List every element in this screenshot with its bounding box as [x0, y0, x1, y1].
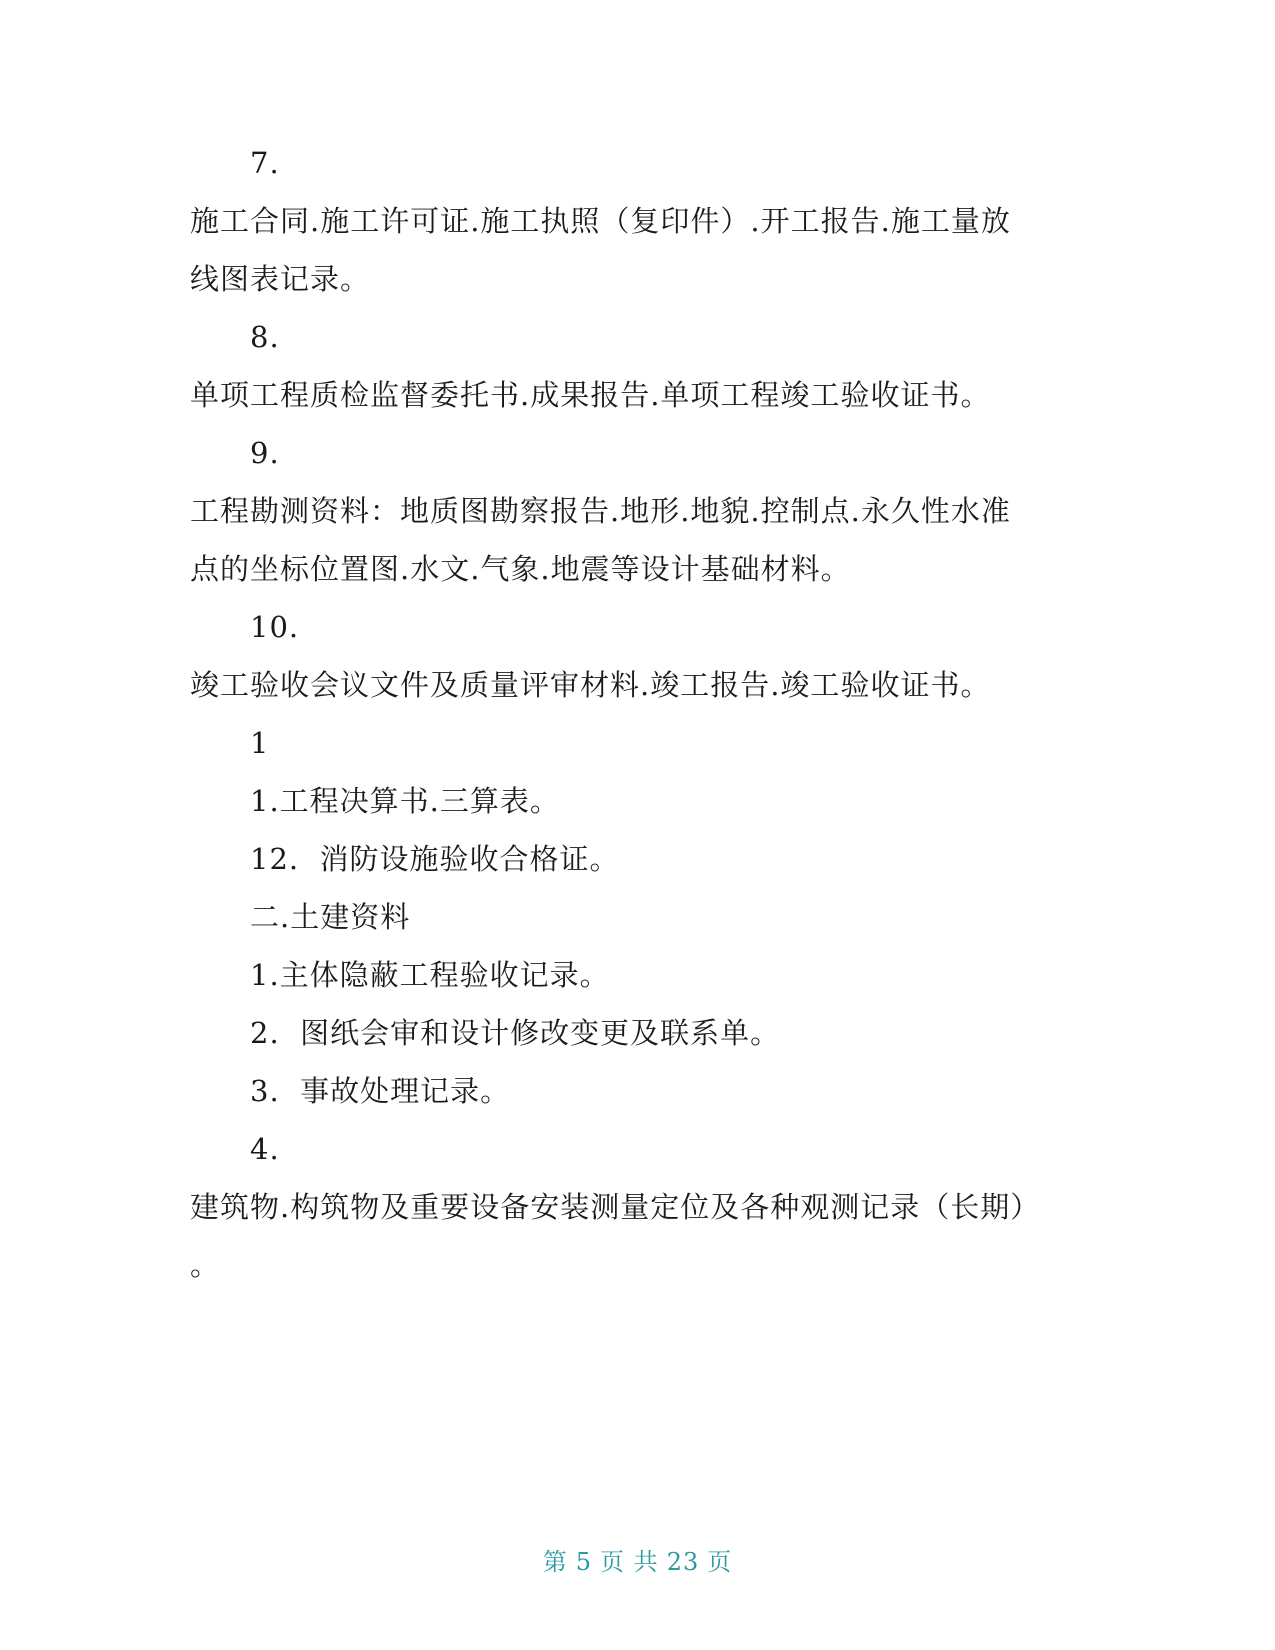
- paragraph-line: 点的坐标位置图.水文.气象.地震等设计基础材料。: [190, 552, 851, 586]
- current-page-number: 5: [575, 1548, 593, 1576]
- list-number: 8.: [250, 320, 280, 354]
- list-number: 9.: [250, 436, 280, 470]
- paragraph-line: 单项工程质检监督委托书.成果报告.单项工程竣工验收证书。: [190, 378, 991, 412]
- page-footer: [0, 1547, 1275, 1577]
- list-number: 1: [250, 726, 270, 760]
- page-label-suffix: 页: [707, 1548, 733, 1576]
- list-number: 4.: [250, 1132, 280, 1166]
- list-item: 3. 事故处理记录。: [250, 1074, 511, 1108]
- list-item: 1.主体隐蔽工程验收记录。: [250, 958, 610, 992]
- paragraph-line: 竣工验收会议文件及质量评审材料.竣工报告.竣工验收证书。: [190, 668, 991, 702]
- paragraph-line: 工程勘测资料：地质图勘察报告.地形.地貌.控制点.永久性水准: [190, 494, 1011, 528]
- page-label-mid: 页 共: [600, 1548, 659, 1576]
- list-item: 12. 消防设施验收合格证。: [250, 842, 620, 876]
- paragraph-line: 线图表记录。: [190, 262, 371, 296]
- list-number: 7.: [250, 146, 280, 180]
- list-item: 2. 图纸会审和设计修改变更及联系单。: [250, 1016, 781, 1050]
- list-number: 10.: [250, 610, 300, 644]
- page-label-prefix: 第: [542, 1548, 568, 1576]
- paragraph-line: 。: [190, 1248, 221, 1282]
- section-heading: 二.土建资料: [250, 900, 411, 934]
- list-item: 1.工程决算书.三算表。: [250, 784, 560, 818]
- paragraph-line: 建筑物.构筑物及重要设备安装测量定位及各种观测记录（长期）: [190, 1190, 1041, 1224]
- total-pages-number: 23: [666, 1548, 700, 1576]
- paragraph-line: 施工合同.施工许可证.施工执照（复印件）.开工报告.施工量放: [190, 204, 1011, 238]
